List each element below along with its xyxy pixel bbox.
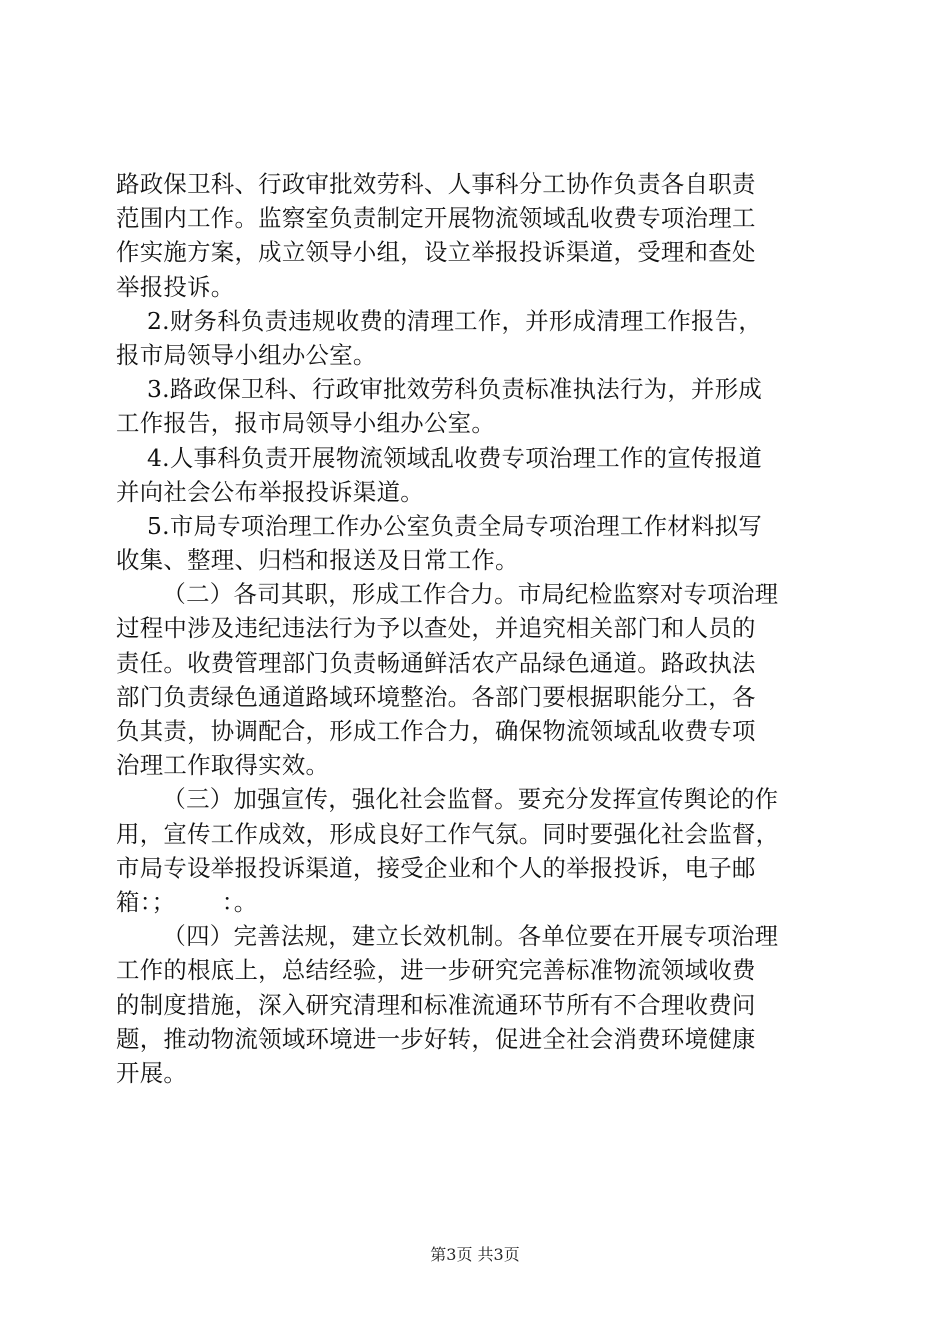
- text-line: 2.财务科负责违规收费的清理工作，并形成清理工作报告，: [116, 306, 763, 335]
- text-line: （二）各司其职，形成工作合力。市局纪检监察对专项治理: [116, 580, 779, 609]
- text-line: （四）完善法规，建立长效机制。各单位要在开展专项治理: [116, 922, 779, 951]
- text-line: 收集、整理、归档和报送及日常工作。: [116, 546, 519, 575]
- text-line: 箱：； ：。: [116, 887, 258, 916]
- text-line: （三）加强宣传，强化社会监督。要充分发挥宣传舆论的作: [116, 785, 779, 814]
- text-line: 市局专设举报投诉渠道，接受企业和个人的举报投诉，电子邮: [116, 853, 756, 882]
- text-line: 举报投诉。: [116, 272, 235, 301]
- body-text: [116, 167, 836, 1090]
- text-line: 题，推动物流领域环境进一步好转，促进全社会消费环境健康: [116, 1024, 756, 1053]
- text-line: 用，宣传工作成效，形成良好工作气氛。同时要强化社会监督，: [116, 819, 780, 848]
- text-line: 部门负责绿色通道路域环境整治。各部门要根据职能分工，各: [116, 682, 756, 711]
- text-line: 工作的根底上，总结经验，进一步研究完善标准物流领域收费: [116, 956, 756, 985]
- text-line: 负其责，协调配合，形成工作合力，确保物流领域乱收费专项: [116, 717, 756, 745]
- text-line: 并向社会公布举报投诉渠道。: [116, 477, 424, 506]
- text-line: 治理工作取得实效。: [116, 751, 330, 780]
- text-line: 报市局领导小组办公室。: [116, 340, 377, 369]
- page-footer: 第3页 共3页: [430, 1245, 520, 1264]
- text-line: 4.人事科负责开展物流领域乱收费专项治理工作的宣传报道: [116, 443, 763, 472]
- text-line: 开展。: [116, 1058, 188, 1087]
- text-line: 范围内工作。监察室负责制定开展物流领域乱收费专项治理工: [116, 204, 756, 233]
- text-line: 的制度措施，深入研究清理和标准流通环节所有不合理收费问: [116, 990, 756, 1019]
- text-line: 路政保卫科、行政审批效劳科、人事科分工协作负责各自职责: [116, 170, 756, 198]
- text-line: 作实施方案，成立领导小组，设立举报投诉渠道，受理和查处: [116, 238, 756, 267]
- text-line: 工作报告，报市局领导小组办公室。: [116, 409, 496, 438]
- text-line: 过程中涉及违纪违法行为予以查处，并追究相关部门和人员的: [116, 614, 756, 643]
- text-line: 5.市局专项治理工作办公室负责全局专项治理工作材料拟写: [116, 511, 763, 540]
- text-line: 责任。收费管理部门负责畅通鲜活农产品绿色通道。路政执法: [116, 648, 756, 677]
- text-line: 3.路政保卫科、行政审批效劳科负责标准执法行为，并形成: [116, 375, 763, 404]
